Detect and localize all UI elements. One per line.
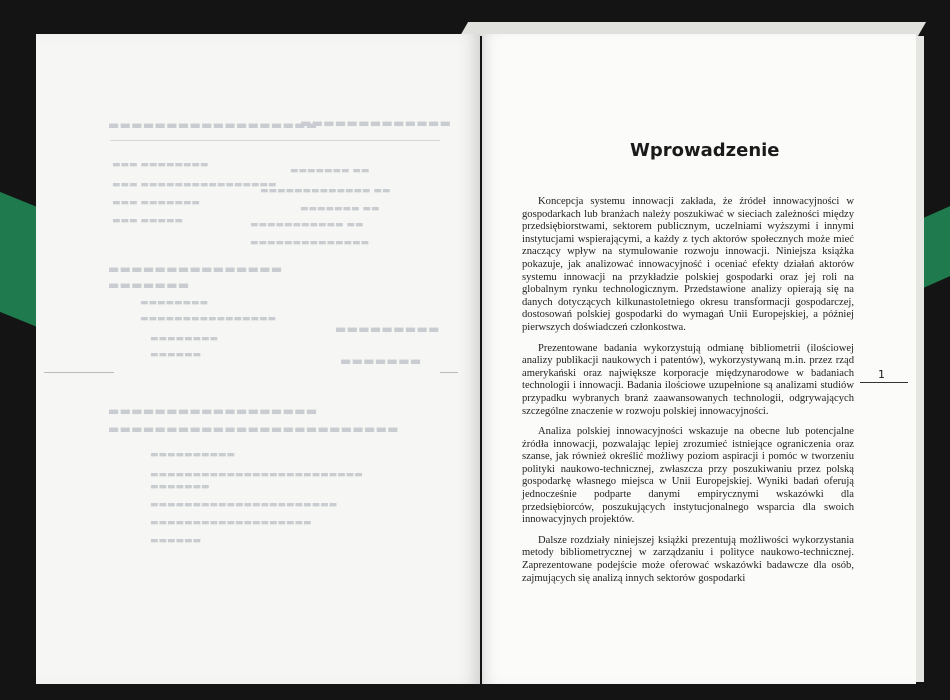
background-stripe-left [0, 192, 40, 328]
page-number: 1 [878, 368, 885, 381]
page-stack-edge [916, 36, 924, 682]
paragraph: Koncepcja systemu innowacji zakłada, że źródeł innowacyjności w gospodarkach lub branżach należy poszukiwać w sieciach zależności między przedsiębiorstwami, sektorem publicznym, uczelniami wyższymi i innymi instytucjami wspierającymi, a każdy z tych aktorów społecznych może mieć znaczący wpływ na stymulowanie rozwoju innowacji. Niniejsza książka pokazuje, jak analizować innowacyjność i oceniać efekty działań aktorów systemu innowacji na przykładzie polskiej gospodarki oraz jej roli na globalnym rynku technologicznym. Przedstawione analizy opierają się na danych dotyczących kilkunastoletniego okresu transformacji gospodarczej, dostosowań polskiej gospodarki do wymagań Unii Europejskiej, a później pierwszych doświadczeń członkostwa. [522, 196, 854, 333]
body-text [522, 196, 854, 593]
paragraph: Prezentowane badania wykorzystują odmianę bibliometrii (ilościowej analizy publikacji naukowych i patentów), wykorzystywaną m.in. przez rząd amerykański oraz największe korporacje międzynarodowe w badaniach technologii i innowacji. Badania ilościowe uzupełnione są analizami studiów przypadku wybranych branż zaawansowanych technologii, odgrywających szczególne znaczenie w rozwoju polskiej innowacyjności. [522, 342, 854, 417]
paragraph: Analiza polskiej innowacyjności wskazuje na obecne lub potencjalne źródła innowacji, pozwalając lepiej zrozumieć istniejące ograniczenia oraz szanse, jak również określić możliwy poziom aspiracji i pomóc w tworzeniu polityki naukowo-technicznej, zwłaszcza przy poszukiwaniu przez polską gospodarkę własnego miejsca w Unii Europejskiej. Wyniki badań oferują jednocześnie podparte danymi empirycznymi wskazówki dla przedsiębiorców, poszukujących instytucjonalnego wsparcia dla swoich innowacyjnych projektów. [522, 426, 854, 526]
paragraph: Dalsze rozdziały niniejszej książki prezentują możliwości wykorzystania metody bibliometrycznej w zarządzaniu i polityce naukowo-technicznej. Zaprezentowane podejście może oferować wskazówki badawcze dla osób, zajmujących się analizą innych sektorów gospodarki [522, 534, 854, 584]
page-title: Wprowadzenie [630, 140, 780, 161]
page-number-rule [860, 382, 908, 383]
